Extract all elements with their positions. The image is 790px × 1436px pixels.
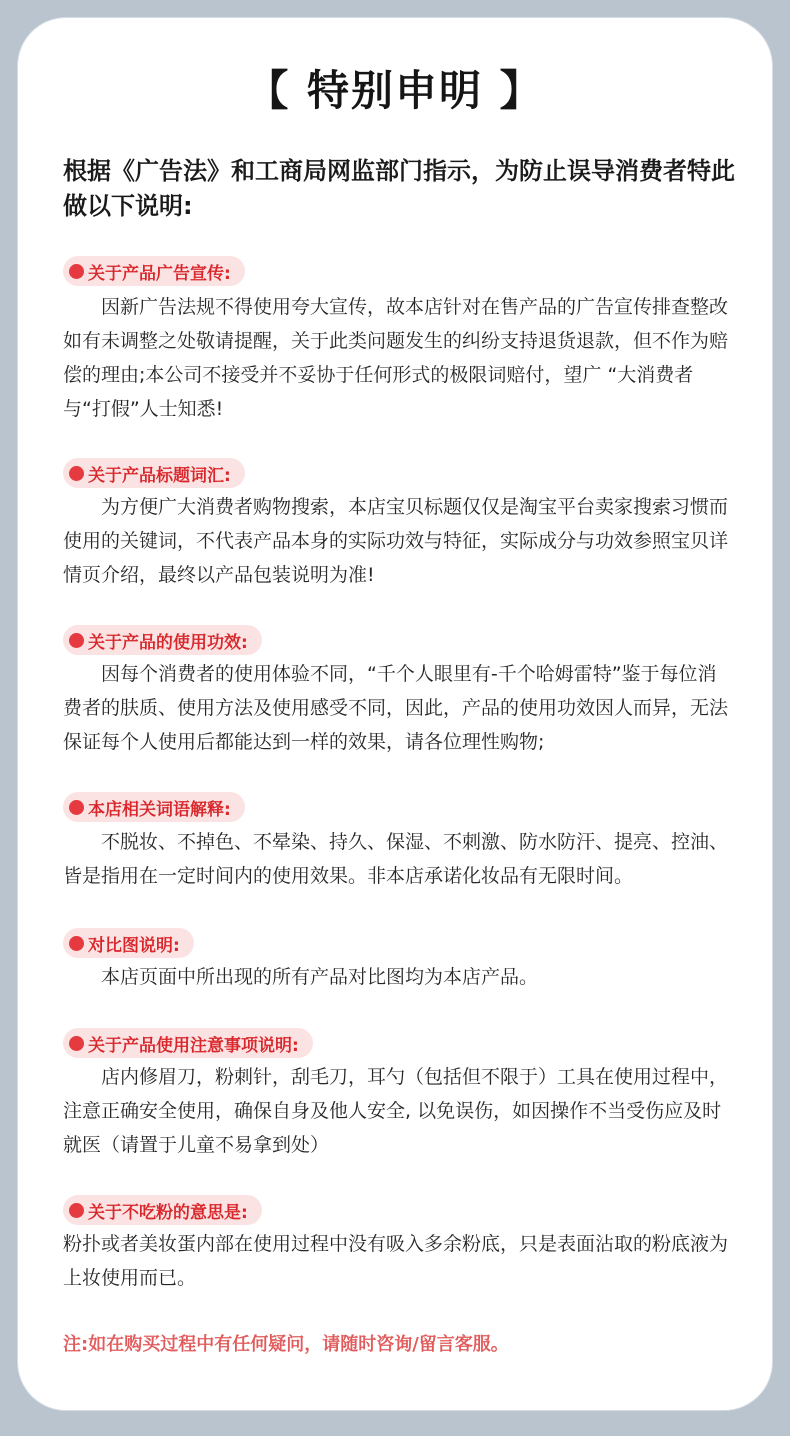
bullet-dot-icon — [69, 1036, 84, 1051]
section-badge-safety — [63, 1028, 313, 1058]
section-heading: 关于产品的使用功效: — [88, 632, 248, 653]
intro-text: 根据《广告法》和工商局网监部门指示，为防止误导消费者特此做以下说明: — [63, 157, 735, 220]
section-text-ad-promotion: 因新广告法规不得使用夸大宣传，故本店针对在售产品的广告宣传排查整改如有未调整之处敬请提醒，关于此类问题发生的纠纷支持退货退款，但不作为赔偿的理由;本公司不接受并不妥协于任何形式的极限词赔付，望广 “大消费者与“打假”人士知悉! — [63, 296, 729, 420]
section-text-effects: 因每个消费者的使用体验不同，“千个人眼里有-千个哈姆雷特”鉴于每位消费者的肤质、使用方法及使用感受不同，因此，产品的使用功效因人而异，无法保证每个人使用后都能达到一样的效果，请各位理性购物; — [63, 663, 729, 753]
section-badge-terms — [63, 792, 245, 822]
section-text-safety: 店内修眉刀，粉刺针，刮毛刀，耳勺（包括但不限于）工具在使用过程中，注意正确安全使用，确保自身及他人安全, 以免误伤，如因操作不当受伤应及时就医（请置于儿童不易拿到处） — [63, 1066, 729, 1156]
bullet-dot-icon — [69, 633, 84, 648]
section-text-no-powder: 粉扑或者美妆蛋内部在使用过程中没有吸入多余粉底，只是表面沾取的粉底液为上妆使用而已。 — [63, 1233, 729, 1289]
bullet-dot-icon — [69, 1203, 84, 1218]
bullet-dot-icon — [69, 800, 84, 815]
section-text-title-words: 为方便广大消费者购物搜索，本店宝贝标题仅仅是淘宝平台卖家搜索习惯而使用的关键词，不代表产品本身的实际功效与特征，实际成分与功效参照宝贝详情页介绍，最终以产品包装说明为准! — [63, 496, 729, 586]
page-title: 【 特别申明 】 — [246, 66, 544, 115]
section-heading: 关于产品使用注意事项说明: — [88, 1035, 299, 1056]
section-heading: 本店相关词语解释: — [88, 799, 231, 820]
section-badge-comparison — [63, 928, 194, 958]
section-heading: 对比图说明: — [88, 935, 180, 956]
section-text-comparison: 本店页面中所出现的所有产品对比图均为本店产品。 — [63, 966, 539, 988]
section-badge-effects — [63, 625, 262, 655]
bullet-dot-icon — [69, 936, 84, 951]
section-text-terms: 不脱妆、不掉色、不晕染、持久、保湿、不刺激、防水防汗、提亮、控油、皆是指用在一定时间内的使用效果。非本店承诺化妆品有无限时间。 — [63, 831, 729, 887]
bullet-dot-icon — [69, 264, 84, 279]
section-heading: 关于产品广告宣传: — [88, 263, 231, 284]
section-badge-ad-promotion — [63, 256, 245, 286]
footer-note: 注:如在购买过程中有任何疑问，请随时咨询/留言客服。 — [63, 1334, 509, 1355]
section-heading: 关于不吃粉的意思是: — [88, 1202, 248, 1223]
section-heading: 关于产品标题词汇: — [88, 465, 231, 486]
section-badge-no-powder — [63, 1195, 262, 1225]
section-badge-title-words — [63, 458, 245, 488]
bullet-dot-icon — [69, 466, 84, 481]
